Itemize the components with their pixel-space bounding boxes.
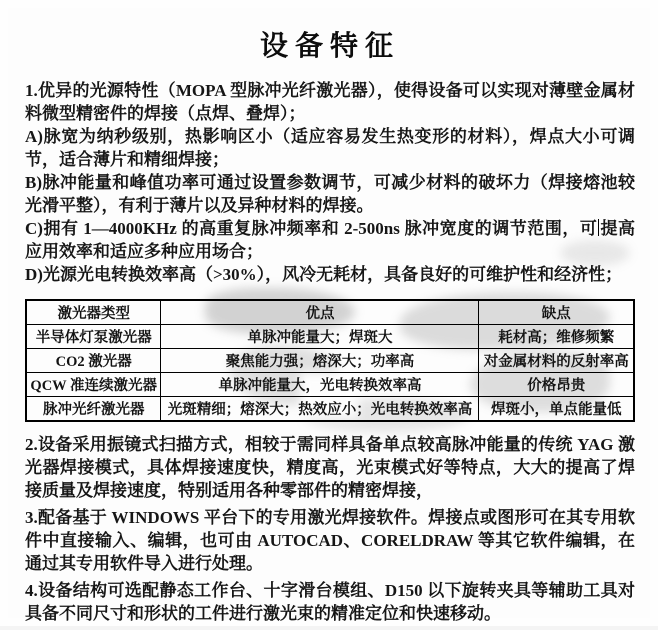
table-row xyxy=(26,397,634,422)
table-cell-laser-type: 半导体灯泵激光器 xyxy=(26,325,161,349)
table-header-disadvantages: 缺点 xyxy=(479,300,634,325)
paragraph-1: 1.优异的光源特性（MOPA 型脉冲光纤激光器），使得设备可以实现对薄壁金属材料微型精密件的焊接（点焊、叠焊）； xyxy=(25,81,635,123)
table-row xyxy=(26,373,634,397)
table-cell-disadvantages: 价格昂贵 xyxy=(479,373,634,397)
feature-item-a: A)脉宽为纳秒级别，热影响区小（适应容易发生热变形的材料），焊点大小可调节，适合薄片和精细焊接； xyxy=(25,127,635,169)
table-cell-laser-type: QCW 准连续激光器 xyxy=(26,373,161,397)
table-cell-advantages: 聚焦能力强；熔深大；功率高 xyxy=(161,349,479,373)
paragraph-3: 3.配备基于 WINDOWS 平台下的专用激光焊接软件。焊接点或图形可在其专用软件中直接输入、编辑，也可由 AUTOCAD、CORELDRAW 等其它软件编辑，在通过其专用软件导入进行处理。 xyxy=(25,508,635,573)
table-header-row xyxy=(26,300,634,325)
paragraph-4: 4.设备结构可选配静态工作台、十字滑台模组、D150 以下旋转夹具等辅助工具对具备不同尺寸和形状的工件进行激光束的精准定位和快速移动。 xyxy=(25,581,635,623)
table-cell-laser-type: CO2 激光器 xyxy=(26,349,161,373)
table-cell-disadvantages: 焊斑小，单点能量低 xyxy=(479,397,634,422)
table-header-advantages: 优点 xyxy=(161,300,479,325)
paragraph-2: 2.设备采用振镜式扫描方式，相较于需同样具备单点较高脉冲能量的传统 YAG 激光器焊接模式，具体焊接速度快，精度高，光束模式好等特点，大大的提高了焊接质量及焊接速度，特别适用各种零部件的精密焊接， xyxy=(25,435,635,500)
table-cell-laser-type: 脉冲光纤激光器 xyxy=(26,397,161,422)
feature-item-c-text-before-cursor: C)拥有 1—4000KHz 的高重复脉冲频率和 2-500ns 脉冲宽度的调节范围，可 xyxy=(25,219,598,238)
page-title: 设备特征 xyxy=(259,31,400,62)
feature-item-b: B)脉冲能量和峰值功率可通过设置参数调节，可减少材料的破坏力（焊接熔池较光滑平整），有利于薄片以及异种材料的焊接。 xyxy=(25,173,635,215)
table-cell-disadvantages: 对金属材料的反射率高 xyxy=(479,349,634,373)
table-cell-disadvantages: 耗材高；维修频繁 xyxy=(479,325,634,349)
document-content xyxy=(25,0,635,636)
table-cell-advantages: 单脉冲能量大，光电转换效率高 xyxy=(161,373,479,397)
feature-item-c xyxy=(25,217,635,263)
laser-comparison-table xyxy=(25,299,635,422)
table-row xyxy=(26,349,634,373)
table-cell-advantages: 单脉冲能量大；焊斑大 xyxy=(161,325,479,349)
feature-item-d: D)光源光电转换效率高（>30%），风冷无耗材，具备良好的可维护性和经济性； xyxy=(25,265,623,284)
table-cell-advantages: 光斑精细；熔深大；热效应小；光电转换效率高 xyxy=(161,397,479,422)
feature-item-c-text-after-cursor: 提高应用效率和适应多种应用场合； xyxy=(25,219,635,261)
table-header-laser-type: 激光器类型 xyxy=(26,300,161,325)
table-row xyxy=(26,325,634,349)
